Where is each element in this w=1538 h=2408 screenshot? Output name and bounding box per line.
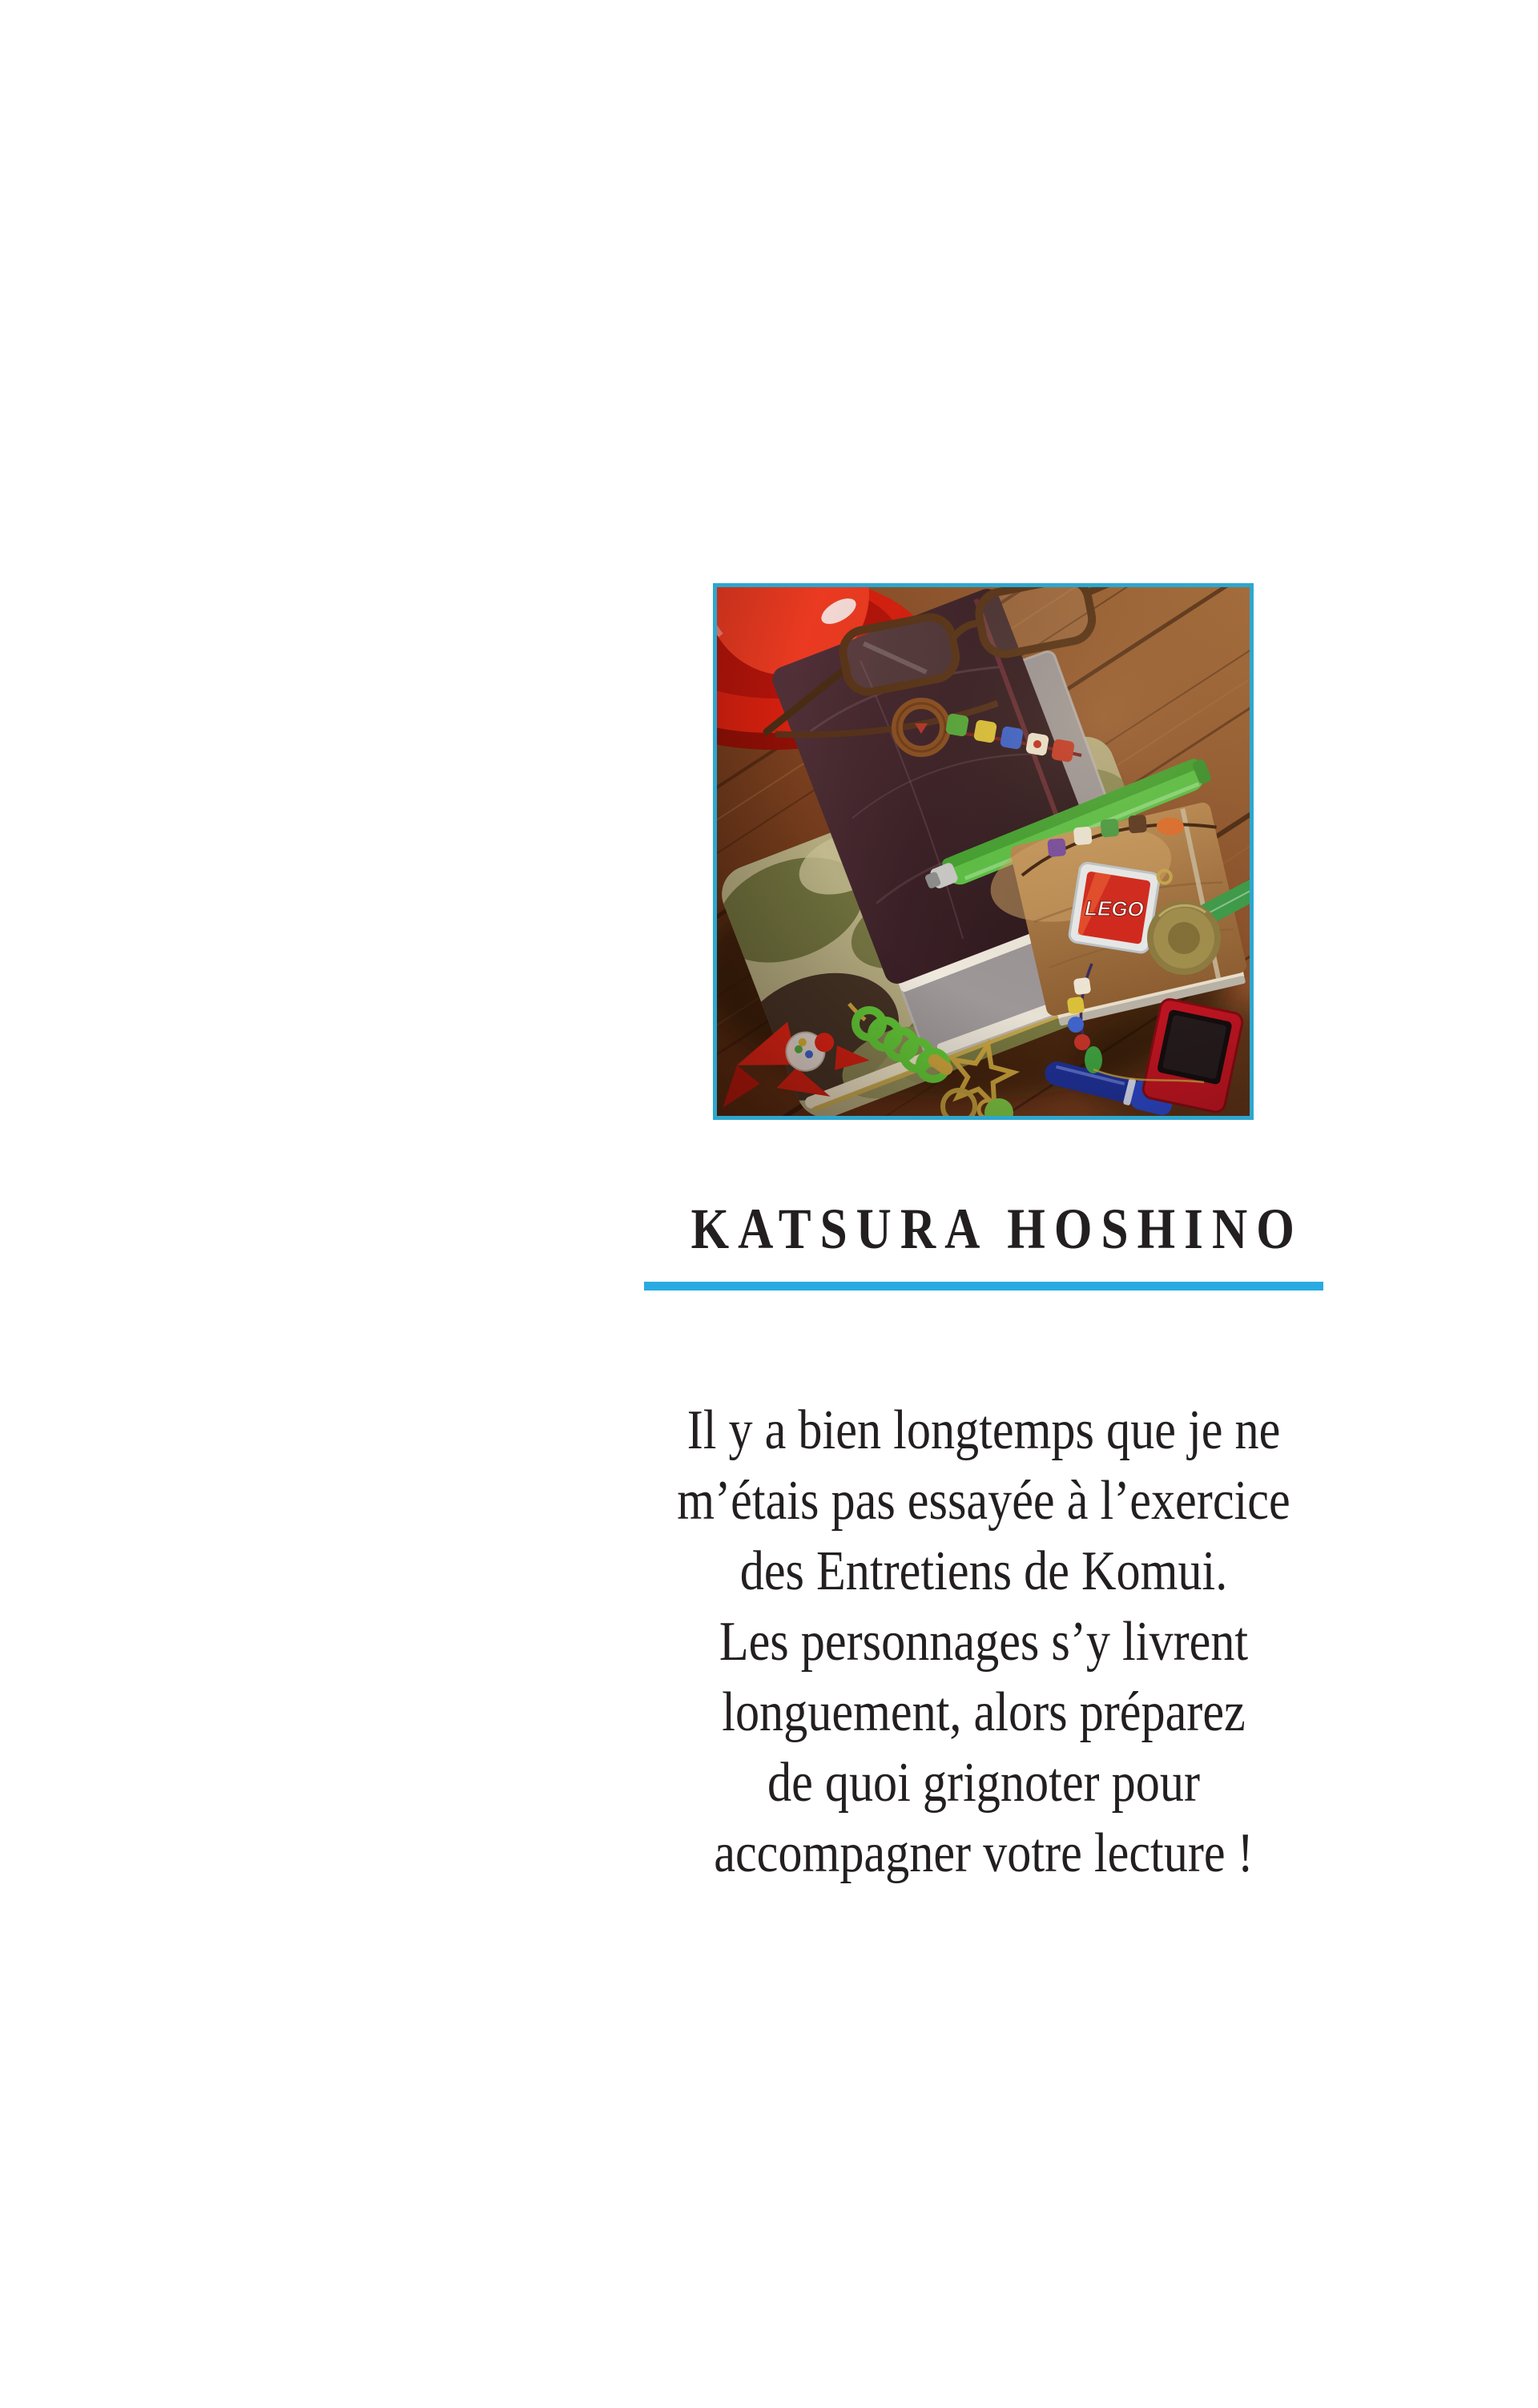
quote-line: Les personnages s’y livrent — [719, 1611, 1249, 1673]
photo-vignette — [717, 587, 1250, 1116]
quote-line: longuement, alors préparez — [722, 1681, 1246, 1743]
quote-line: Il y a bien longtemps que je ne — [686, 1399, 1281, 1461]
author-photo — [713, 583, 1254, 1120]
author-name: KATSURA HOSHINO — [690, 1197, 1303, 1261]
quote-line: m’étais pas essayée à l’exercice — [677, 1470, 1290, 1532]
author-photo-scene — [717, 587, 1250, 1116]
quote-line: de quoi grignoter pour — [767, 1752, 1200, 1814]
accent-rule — [644, 1282, 1323, 1291]
quote-line: accompagner votre lecture ! — [714, 1822, 1254, 1884]
quote-line: des Entretiens de Komui. — [739, 1540, 1228, 1602]
author-quote — [664, 1395, 1303, 1889]
